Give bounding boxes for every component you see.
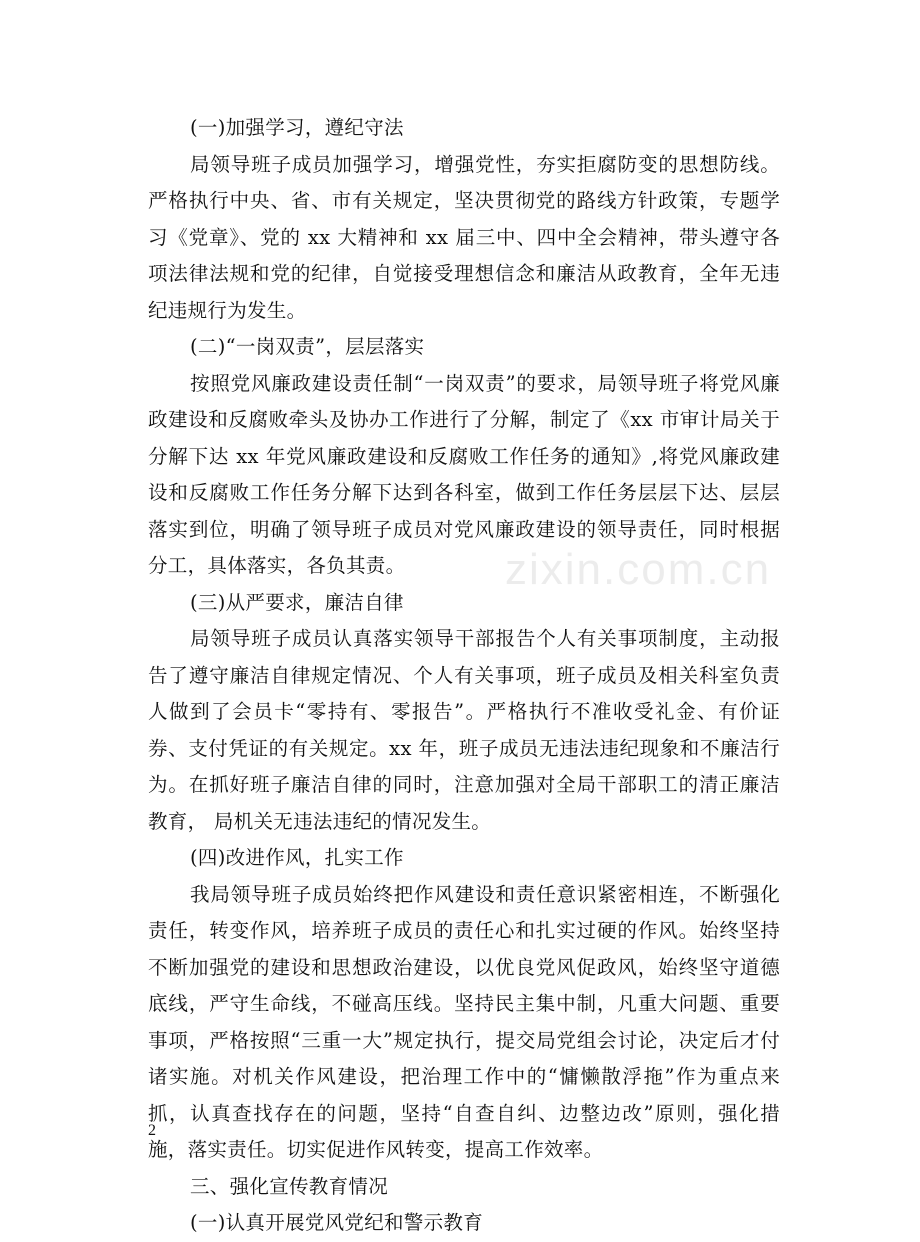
body-paragraph: 局领导班子成员认真落实领导干部报告个人有关事项制度，主动报告了遵守廉洁自律规定情况、个人有关事项，班子成员及相关科室负责人做到了会员卡“零持有、零报告”。严格执行不准收受礼金、有价证券、支付凭证的有关规定。xx 年，班子成员无违法违纪现象和不廉洁行为。在抓好班子廉洁自律的同时，注意加强对全局干部职工的清正廉洁教育， 局机关无违法违纪的情况发生。 (148, 627, 780, 833)
section-heading: (一)加强学习，遵纪守法 (190, 116, 404, 139)
section-heading: (二)“一岗双责”，层层落实 (190, 335, 425, 358)
section-heading: 三、强化宣传教育情况 (190, 1174, 389, 1198)
body-paragraph: 按照党风廉政建设责任制“一岗双责”的要求，局领导班子将党风廉政建设和反腐败牵头及协办工作进行了分解，制定了《xx 市审计局关于分解下达 xx 年党风廉政建设和反腐败工作任务的通知》,将党风廉政建设和反腐败工作任务分解下达到各科室，做到工作任务层层下达、层层落实到位，明确了领导班子成员对党风廉政建设的领导责任，同时根据分工，具体落实，各负其责。 (148, 371, 780, 577)
body-paragraph: 我局领导班子成员始终把作风建设和责任意识紧密相连，不断强化责任，转变作风，培养班子成员的责任心和扎实过硬的作风。始终坚持不断加强党的建设和思想政治建设，以优良党风促政风，始终坚守道德底线，严守生命线，不碰高压线。坚持民主集中制，凡重大问题、重要事项，严格按照“三重一大”规定执行，提交局党组会讨论，决定后才付诸实施。对机关作风建设，把治理工作中的“慵懒散浮拖”作为重点来抓，认真查找存在的问题，坚持“自查自纠、边整边改”原则，强化措施，落实责任。切实促进作风转变，提高工作效率。 (148, 882, 780, 1161)
watermark: zixin.com.cn (505, 545, 772, 594)
page-number: 2 (148, 1122, 156, 1139)
section-heading: (一)认真开展党风党纪和警示教育 (190, 1211, 484, 1234)
body-paragraph: 局领导班子成员加强学习，增强党性，夯实拒腐防变的思想防线。严格执行中央、省、市有关规定，坚决贯彻党的路线方针政策，专题学习《党章》、党的 xx 大精神和 xx 届三中、四中全会精神，带头遵守各项法律法规和党的纪律，自觉接受理想信念和廉洁从政教育，全年无违纪违规行为发生。 (148, 152, 780, 322)
document-body (148, 110, 780, 1242)
section-heading: (三)从严要求，廉洁自律 (190, 590, 404, 614)
section-heading: (四)改进作风，扎实工作 (190, 846, 404, 869)
